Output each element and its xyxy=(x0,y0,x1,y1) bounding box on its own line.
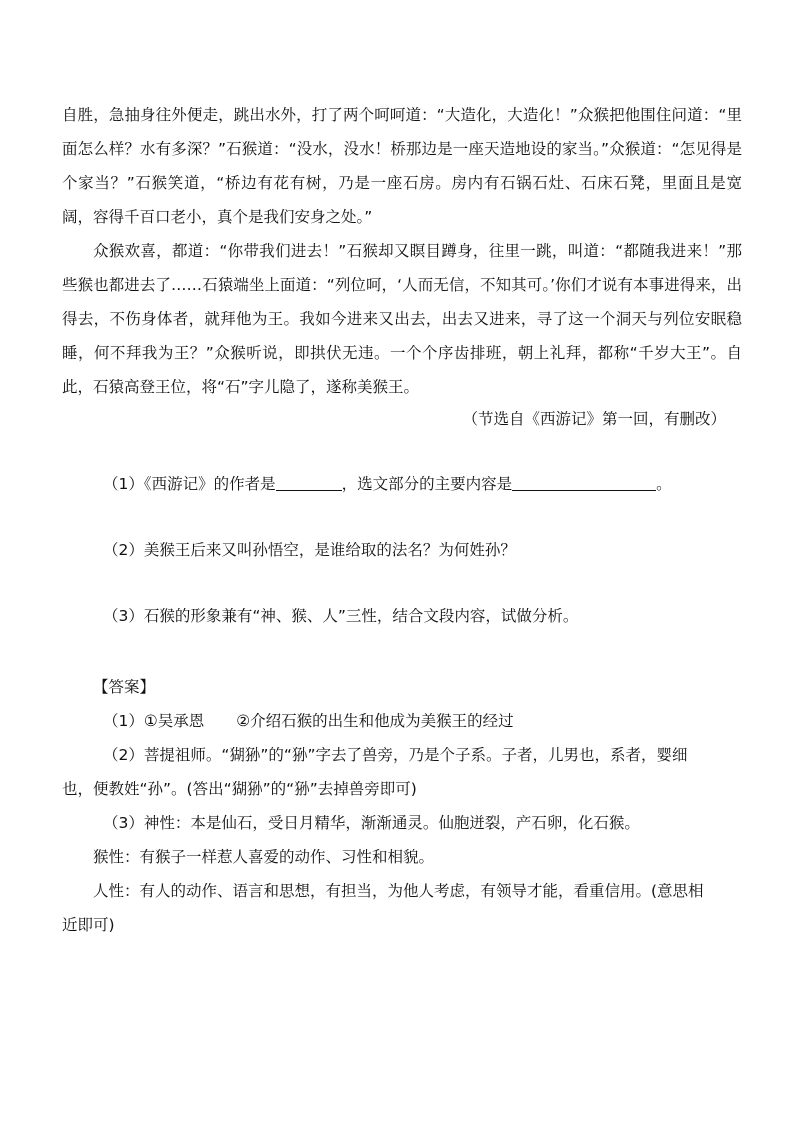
answer-1-author: ①吴承恩 xyxy=(143,712,205,730)
answers-section xyxy=(62,670,742,942)
passage-paragraph-1-block xyxy=(62,98,742,234)
answer-3-monkey: 猴性：有猴子一样惹人喜爱的动作、习性和相貌。 xyxy=(93,848,435,866)
answer-1-number: （1） xyxy=(103,712,144,730)
passage-paragraph-1: 自胜，急抽身往外便走，跳出水外，打了两个呵呵道：“大造化，大造化！”众猴把他围住问道：“里面怎么样？水有多深？”石猴道：“没水，没水！桥那边是一座天造地设的家当。”众猴道：“怎见得是个家当？”石猴笑道，“桥边有花有树，乃是一座石房。房内有石锅石灶、石床石凳，里面且是宽阔，容得千百口老小，真个是我们安身之处。” xyxy=(62,106,742,226)
question-1 xyxy=(103,470,743,498)
answers-heading: 【答案】 xyxy=(93,678,156,696)
answer-2-line-1: （2）菩提祖师。“猢狲”的“狲”字去了兽旁，乃是个子系。子者，儿男也，系者，婴细 xyxy=(103,746,688,764)
passage-source: （节选自《西游记》第一回，有删改） xyxy=(462,410,726,428)
question-2: （2）美猴王后来又叫孙悟空，是谁给取的法名？为何姓孙？ xyxy=(103,541,516,559)
answer-3-divine: （3）神性：本是仙石，受日月精华，渐渐通灵。仙胞迸裂，产石卵，化石猴。 xyxy=(103,814,640,832)
question-1-text-a: （1）《西游记》的作者是 xyxy=(103,475,276,493)
answer-2-line-2: 也，便教姓“孙”。(答出“猢狲”的“狲”去掉兽旁即可) xyxy=(62,780,417,798)
answer-1-content: ②介绍石猴的出生和他成为美猴王的经过 xyxy=(236,712,514,730)
passage-paragraph-2: 众猴欢喜，都道：“你带我们进去！”石猴却又瞑目蹲身，往里一跳，叫道：“都随我进来！”那些猴也都进去了……石猿端坐上面道：“列位呵，‘人而无信，不知其可。’你们才说有本事进得来，出得去，不伤身体者，就拜他为王。我如今进来又出去，出去又进来，寻了这一个洞天与列位安眠稳睡，何不拜我为王？”众猴听说，即拱伏无违。一个个序齿排班，朝上礼拜，都称“千岁大王”。自此，石猿高登王位，将“石”字儿隐了，遂称美猴王。 xyxy=(62,242,742,396)
answer-blank-content xyxy=(512,472,656,491)
answer-3-human-line-2: 近即可) xyxy=(62,916,115,934)
question-1-text-c: 。 xyxy=(656,475,672,493)
answer-blank-author xyxy=(276,472,342,491)
question-1-text-b: ，选文部分的主要内容是 xyxy=(341,475,513,493)
passage-paragraph-2-block xyxy=(62,234,742,404)
answer-1 xyxy=(62,704,742,738)
answer-3-human-line-1: 人性：有人的动作、语言和思想，有担当，为他人考虑，有领导才能，看重信用。(意思相 xyxy=(93,882,704,900)
question-3: （3）石猴的形象兼有“神、猴、人”三性，结合文段内容，试做分析。 xyxy=(103,607,579,625)
